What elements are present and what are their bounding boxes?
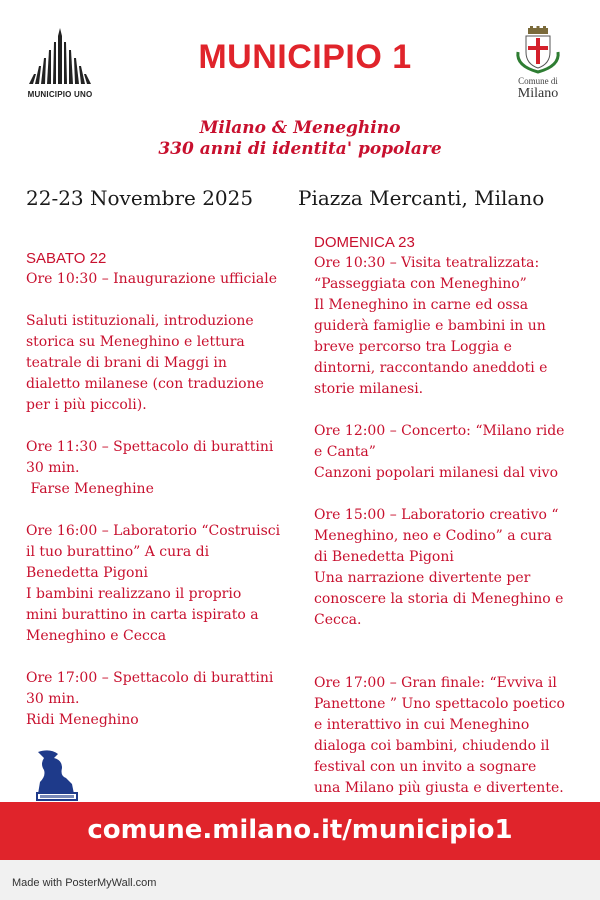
schedule-line: Una narrazione divertente per — [314, 570, 531, 586]
comune-di-label: Comune di — [518, 76, 558, 86]
municipio-website-link[interactable]: comune.milano.it/municipio1 — [87, 815, 513, 845]
milano-label: Milano — [517, 86, 559, 101]
schedule-line: e Canta” — [314, 444, 376, 460]
schedule-line: dialoga coi bambini, chiudendo il — [314, 738, 550, 754]
schedule-line: mini burattino in carta ispirato a — [26, 607, 259, 623]
schedule-line: Benedetta Pigoni — [26, 565, 148, 581]
schedule-line: per i più piccoli). — [26, 397, 147, 413]
schedule-line: 30 min. — [26, 691, 80, 707]
event-subtitle — [100, 118, 500, 160]
municipio-uno-caption: MUNICIPIO UNO — [27, 90, 93, 99]
schedule-line: Ore 12:00 – Concerto: “Milano ride — [314, 423, 565, 439]
schedule-line: teatrale di brani di Maggi in — [26, 355, 227, 371]
schedule-line: conoscere la storia di Meneghino e — [314, 591, 564, 607]
meneghino-mascot-icon — [32, 748, 82, 802]
saturday-day-label: SABATO 22 — [26, 250, 107, 267]
schedule-line: Meneghino e Cecca — [26, 628, 167, 644]
event-location: Piazza Mercanti, Milano — [298, 186, 545, 210]
subtitle-line-2: 330 anni di identita' popolare — [158, 139, 442, 159]
schedule-line: Meneghino, neo e Codino” a cura — [314, 528, 552, 544]
schedule-line: guiderà famiglie e bambini in un — [314, 318, 546, 334]
made-with-bar — [0, 860, 600, 900]
schedule-line: di Benedetta Pigoni — [314, 549, 454, 565]
schedule-line: Ore 10:30 – Inaugurazione ufficiale — [26, 271, 277, 287]
subtitle-line-1: Milano & Meneghino — [199, 118, 401, 138]
schedule-line: Cecca. — [314, 612, 362, 628]
duomo-spire-icon — [26, 28, 94, 86]
schedule-line: “Passeggiata con Meneghino” — [314, 276, 527, 292]
schedule-line: Ore 16:00 – Laboratorio “Costruisci — [26, 523, 281, 539]
schedule-line: Ore 10:30 – Visita teatralizzata: — [314, 255, 540, 271]
schedule-line: storie milanesi. — [314, 381, 424, 397]
milano-coat-of-arms-icon — [514, 26, 562, 74]
schedule-line: Ridi Meneghino — [26, 712, 139, 728]
schedule-line: Il Meneghino in carne ed ossa — [314, 297, 529, 313]
schedule-line: Ore 11:30 – Spettacolo di burattini — [26, 439, 274, 455]
event-dates: 22-23 Novembre 2025 — [26, 186, 254, 210]
schedule-line: Farse Meneghine — [26, 481, 154, 497]
schedule-line: breve percorso tra Loggia e — [314, 339, 512, 355]
comune-di-milano-logo — [508, 26, 568, 102]
schedule-line: festival con un invito a sognare — [314, 759, 537, 775]
schedule-line: dialetto milanese (con traduzione — [26, 376, 264, 392]
schedule-line: il tuo burattino” A cura di — [26, 544, 210, 560]
event-date-location — [26, 186, 586, 210]
schedule-line: I bambini realizzano il proprio — [26, 586, 242, 602]
schedule-line: dintorni, raccontando aneddoti e — [314, 360, 548, 376]
schedule-line: Ore 17:00 – Spettacolo di burattini — [26, 670, 274, 686]
made-with-credit[interactable]: Made with PosterMyWall.com — [12, 877, 157, 889]
saturday-schedule — [26, 248, 290, 731]
municipio-uno-logo — [22, 28, 98, 104]
sunday-day-label: DOMENICA 23 — [314, 234, 415, 251]
schedule-line: Panettone ” Uno spettacolo poetico — [314, 696, 565, 712]
page-title: MUNICIPIO 1 — [198, 38, 412, 76]
schedule-line: Saluti istituzionali, introduzione — [26, 313, 254, 329]
schedule-line: Canzoni popolari milanesi dal vivo — [314, 465, 559, 481]
schedule-line: Ore 15:00 – Laboratorio creativo “ — [314, 507, 559, 523]
schedule-line: storica su Meneghino e lettura — [26, 334, 245, 350]
schedule-line: una Milano più giusta e divertente. — [314, 780, 564, 796]
schedule-line: 30 min. — [26, 460, 80, 476]
footer-banner — [0, 802, 600, 860]
schedule-line: e interattivo in cui Meneghino — [314, 717, 530, 733]
sunday-schedule — [314, 232, 584, 799]
schedule-line: Ore 17:00 – Gran finale: “Evviva il — [314, 675, 557, 691]
